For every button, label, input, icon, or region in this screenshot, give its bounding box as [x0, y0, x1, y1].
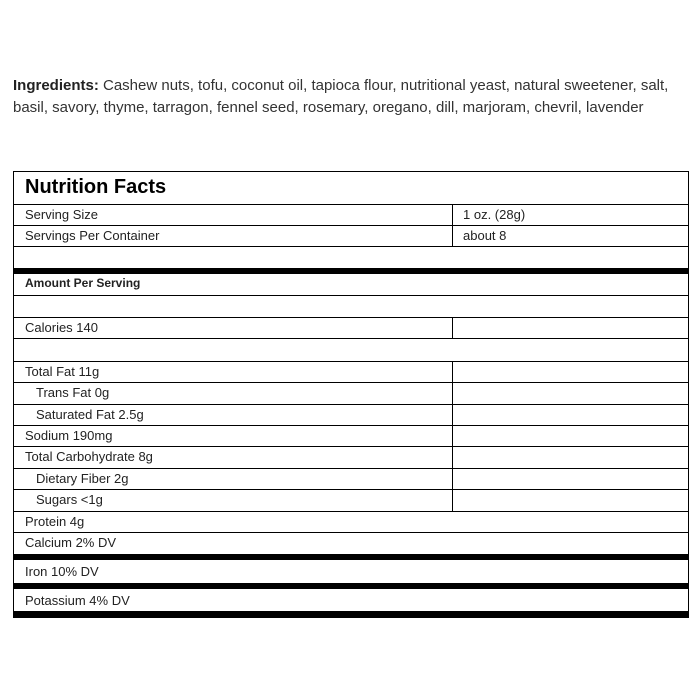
dietary-fiber-value-cell	[452, 468, 688, 489]
sugars-value-cell	[452, 489, 688, 511]
sugars-label: Sugars <1g	[14, 489, 453, 511]
protein-row	[14, 511, 688, 532]
calories-label: Calories 140	[14, 317, 453, 338]
total-fat-label: Total Fat 11g	[14, 361, 453, 382]
calories-row	[14, 317, 688, 338]
thick-divider	[14, 611, 688, 617]
trans-fat-value-cell	[452, 382, 688, 404]
blank-cell	[14, 246, 688, 268]
protein-label: Protein 4g	[14, 511, 688, 532]
blank-row	[14, 246, 688, 268]
serving-size-value: 1 oz. (28g)	[452, 204, 688, 225]
calcium-row	[14, 532, 688, 554]
saturated-fat-label: Saturated Fat 2.5g	[14, 404, 453, 425]
total-carbohydrate-value-cell	[452, 446, 688, 468]
trans-fat-label: Trans Fat 0g	[14, 382, 453, 404]
total-carbohydrate-row	[14, 446, 688, 468]
servings-per-container-label: Servings Per Container	[14, 225, 453, 246]
servings-per-container-row	[14, 225, 688, 246]
sodium-label: Sodium 190mg	[14, 425, 453, 446]
nutrition-facts-panel	[13, 171, 689, 618]
iron-label: Iron 10% DV	[25, 564, 99, 579]
saturated-fat-value-cell	[452, 404, 688, 425]
sodium-row	[14, 425, 688, 446]
blank-cell	[14, 338, 688, 361]
dietary-fiber-row	[14, 468, 688, 489]
total-carbohydrate-label: Total Carbohydrate 8g	[14, 446, 453, 468]
dietary-fiber-label: Dietary Fiber 2g	[14, 468, 453, 489]
iron-row	[14, 560, 688, 583]
trans-fat-row	[14, 382, 688, 404]
total-fat-value-cell	[452, 361, 688, 382]
amount-per-serving-label: Amount Per Serving	[25, 276, 141, 290]
serving-size-row	[14, 204, 688, 225]
blank-cell	[14, 295, 688, 317]
calcium-label: Calcium 2% DV	[14, 532, 688, 554]
amount-per-serving-row	[14, 274, 688, 295]
potassium-row	[14, 589, 688, 611]
total-fat-row	[14, 361, 688, 382]
blank-row	[14, 338, 688, 361]
nutrition-facts-title: Nutrition Facts	[25, 176, 167, 198]
potassium-label: Potassium 4% DV	[25, 593, 130, 608]
calories-value-cell	[452, 317, 688, 338]
ingredients-paragraph	[13, 75, 689, 118]
sodium-value-cell	[452, 425, 688, 446]
blank-row	[14, 295, 688, 317]
servings-per-container-value: about 8	[452, 225, 688, 246]
serving-size-label: Serving Size	[14, 204, 453, 225]
ingredients-text: Cashew nuts, tofu, coconut oil, tapioca flour, nutritional yeast, natural sweetener, salt, basil, savory, thyme, tarragon, fennel seed, rosemary, oregano, dill, marjoram, chevril, lavender	[13, 77, 669, 116]
ingredients-label: Ingredients:	[13, 77, 99, 94]
saturated-fat-row	[14, 404, 688, 425]
sugars-row	[14, 489, 688, 511]
